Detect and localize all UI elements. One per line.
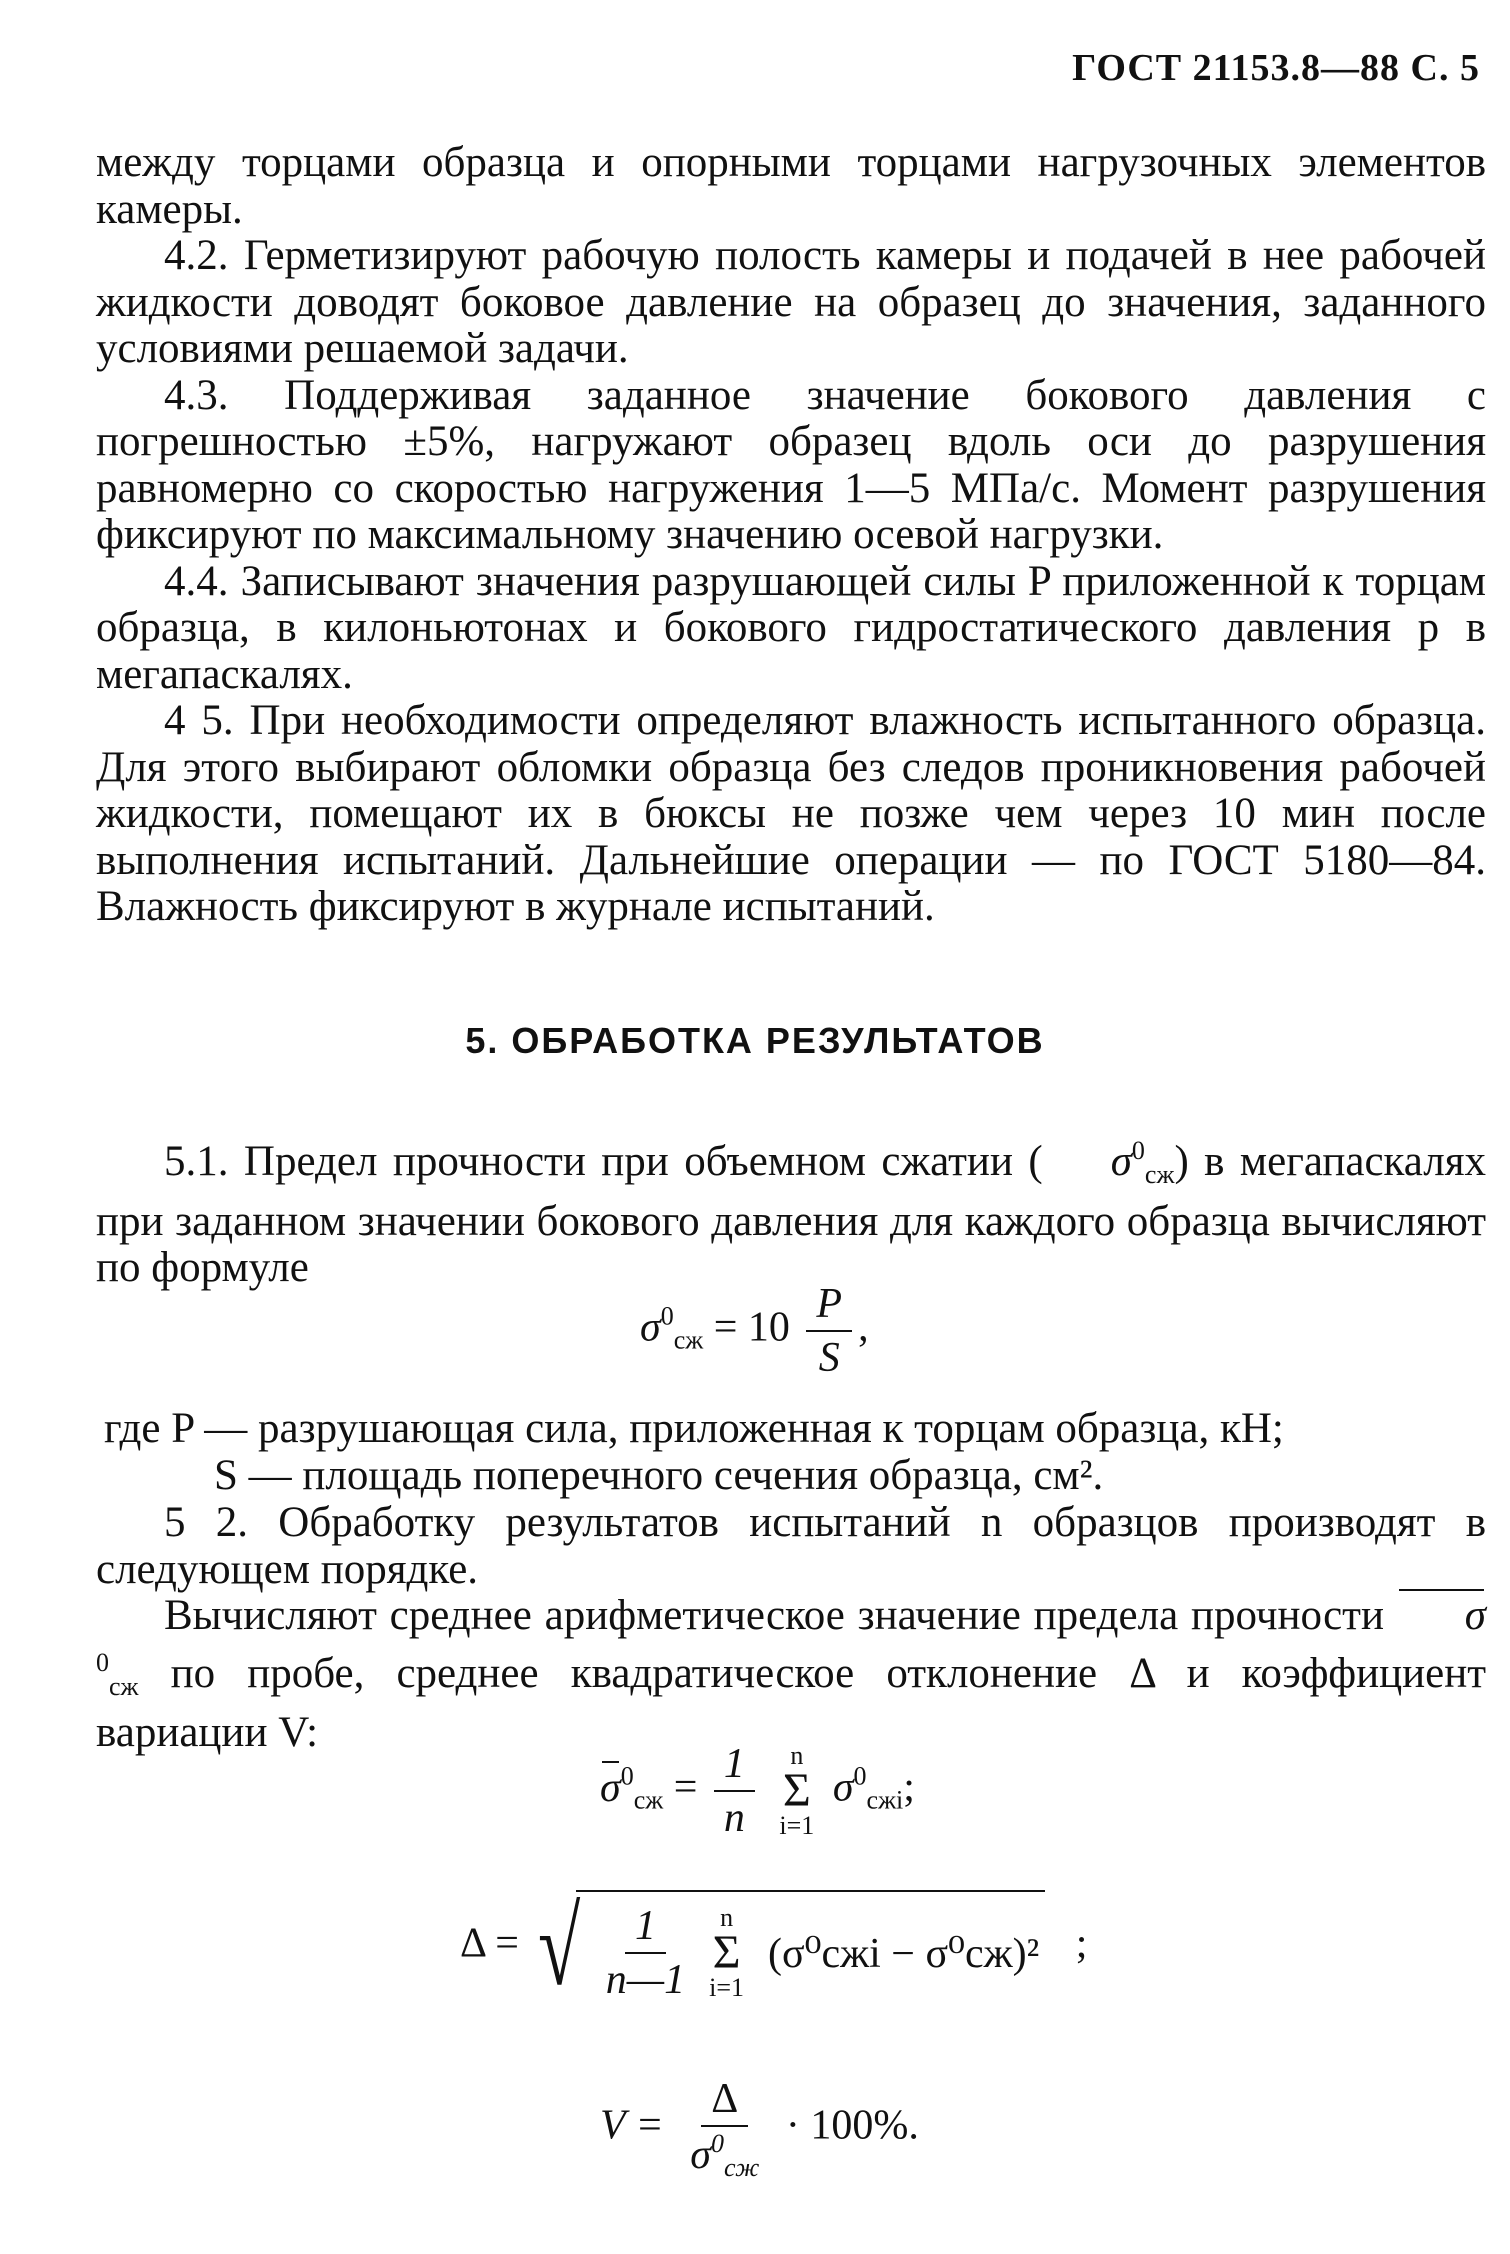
body-section-5 [96,1128,1486,1292]
paragraph-4-1-cont: между торцами образца и опорными торцами нагрузочных элементов камеры. [96,139,1486,233]
formula-mean: $\sigma^0сж$ = $\frac{1}{n}$ n Σ i=1 $\sigma^0сжi$; [600,1741,915,1841]
page-header: ГОСТ 21153.8—88 С. 5 [1072,47,1480,89]
formula-delta: Δ = √ $\frac{1}{n—1}$ n Σ i=1 (σ⁰сжi − σ⁰сж)² ; [460,1886,1088,2008]
body-section-5-2 [96,1500,1486,1757]
paragraph-4-5: 4 5. При необходимости определяют влажность испытанного образца. Для этого выбирают обломки образца без следов проникновения рабочей жидкости, помещают их в бюксы не позже чем через 10 мин после выполнения испытаний. Дальнейшие операции — по ГОСТ 5180—84. Влажность фиксируют в журнале испытаний. [96,697,1486,930]
paragraph-5-1: 5.1. Предел прочности при объемном сжатии ( $\sigma^0сж$) в мегапаскалях при заданном значении бокового давления для каждого образца вычисляют по формуле [96,1136,1486,1291]
sigma-mean-symbol: σ [1397,1593,1486,1640]
paragraph-4-3: 4.3. Поддерживая заданное значение бокового давления с погрешностью ±5%, нагружают образец вдоль оси до разрушения равномерно со скоростью нагружения 1—5 МПа/с. Момент разрушения фиксируют по максимальному значению осевой нагрузки. [96,371,1486,558]
where-block [104,1406,1494,1499]
paragraph-5-2: 5 2. Обработку результатов испытаний n образцов производят в следующем порядке. [96,1499,1486,1593]
where-row-p: где P — разрушающая сила, приложенная к торцам образца, кН; [104,1405,1284,1452]
paragraph-4-4: 4.4. Записывают значения разрушающей силы P приложенной к торцам образца, в килоньютонах и бокового гидростатического давления p в мегапаскалях. [96,557,1486,698]
formula-sigma: $\sigma^0сж = 10$ $\frac{P}{S}$ , [640,1281,869,1381]
sigma-symbol: σ [1110,1138,1132,1185]
section-title: 5. ОБРАБОТКА РЕЗУЛЬТАТОВ [465,1020,1045,1061]
paragraph-5-2b: Вычисляют среднее арифметическое значение предела прочности $\sigma^0сж$ по пробе, среднее квадратическое отклонение Δ и коэффициент вариации V: [96,1592,1486,1756]
paragraph-4-2: 4.2. Герметизируют рабочую полость камеры и подачей в нее рабочей жидкости доводят боковое давление на образец до значения, заданного условиями решаемой задачи. [96,232,1486,372]
body-top [96,140,1486,931]
sqrt-sign: √ [538,1886,581,2008]
formula-variation: V = $\frac{\Delta}{\sigma^0сж}$ · 100%. [600,2076,919,2182]
where-row-s: S — площадь поперечного сечения образца, см². [214,1451,1104,1499]
